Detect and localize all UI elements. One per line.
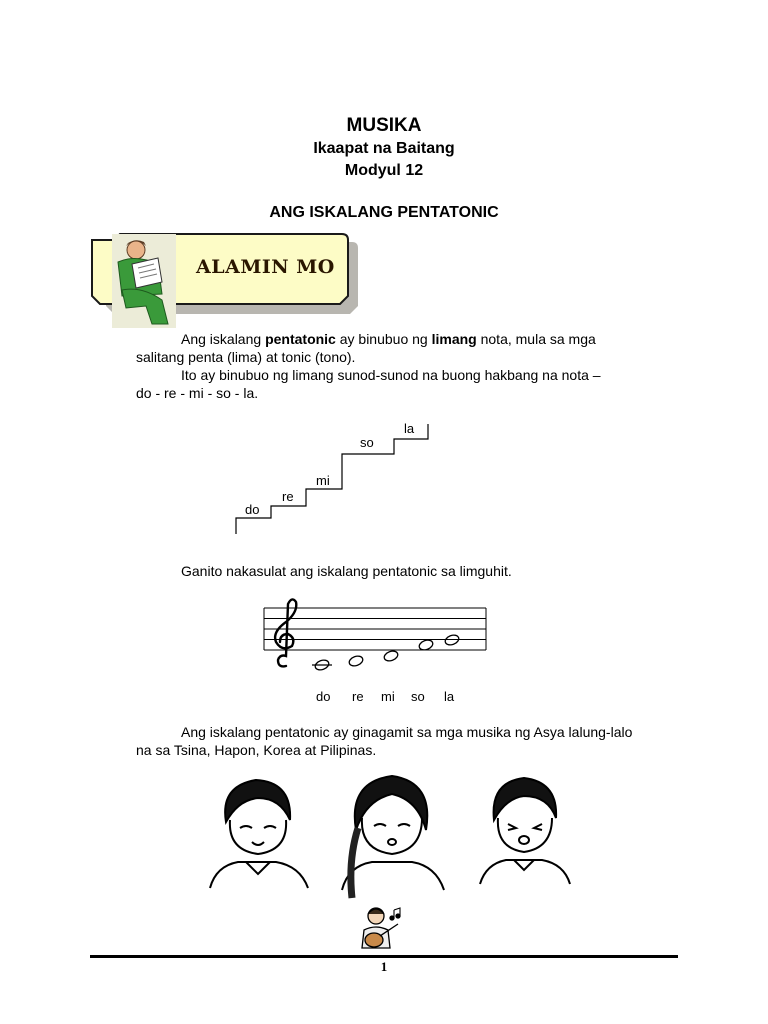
footer-rule [90,955,678,958]
staff-note-re: re [352,689,364,704]
lesson-title: ANG ISKALANG PENTATONIC [269,204,499,221]
section-banner [88,228,360,334]
page-number: 1 [380,959,388,974]
singing-boy-icon [480,778,570,884]
stair-note-so: so [360,435,374,450]
staff-intro-text: Ganito nakasulat ang iskalang pentatonic sa limguhit. [181,563,512,579]
intro-line-2: salitang penta (lima) at tonic (tono). [136,349,356,365]
module-number: Modyul 12 [344,162,424,179]
staff-note-la: la [444,689,455,704]
document-title: MUSIKA [346,115,422,136]
intro-text: ay binubuo ng [335,331,432,347]
usage-line-2: na sa Tsina, Hapon, Korea at Pilipinas. [136,742,377,758]
intro-line-1 [181,330,596,348]
intro-line-4: do - re - mi - so - la. [136,385,259,401]
grade-level: Ikaapat na Baitang [313,140,455,157]
staff-note-do: do [316,689,331,704]
intro-text: Ang iskalang [181,331,266,347]
staff-note-so: so [411,689,425,704]
term-pentatonic: pentatonic [265,331,336,347]
usage-line-1: Ang iskalang pentatonic ay ginagamit sa mga musika ng Asya lalung-lalo [181,724,633,740]
singing-boy-icon [210,780,308,888]
singing-girl-icon [342,776,444,898]
staff-note-mi: mi [381,689,395,704]
stair-note-do: do [245,502,260,517]
pentatonic-staircase [230,418,440,538]
intro-line-3: Ito ay binubuo ng limang sunod-sunod na buong hakbang na nota – [181,367,601,383]
guitar-player-icon [350,902,406,954]
music-staff [258,594,494,680]
stair-note-la: la [404,421,415,436]
intro-text: nota, mula sa mga [476,331,596,347]
reading-student-icon [112,234,176,328]
stair-note-re: re [282,489,294,504]
singing-children-illustration [196,770,596,906]
treble-clef-icon [275,599,296,666]
section-banner-label: ALAMIN MO [196,256,335,278]
term-limang: limang [431,331,477,347]
stair-note-mi: mi [316,473,330,488]
